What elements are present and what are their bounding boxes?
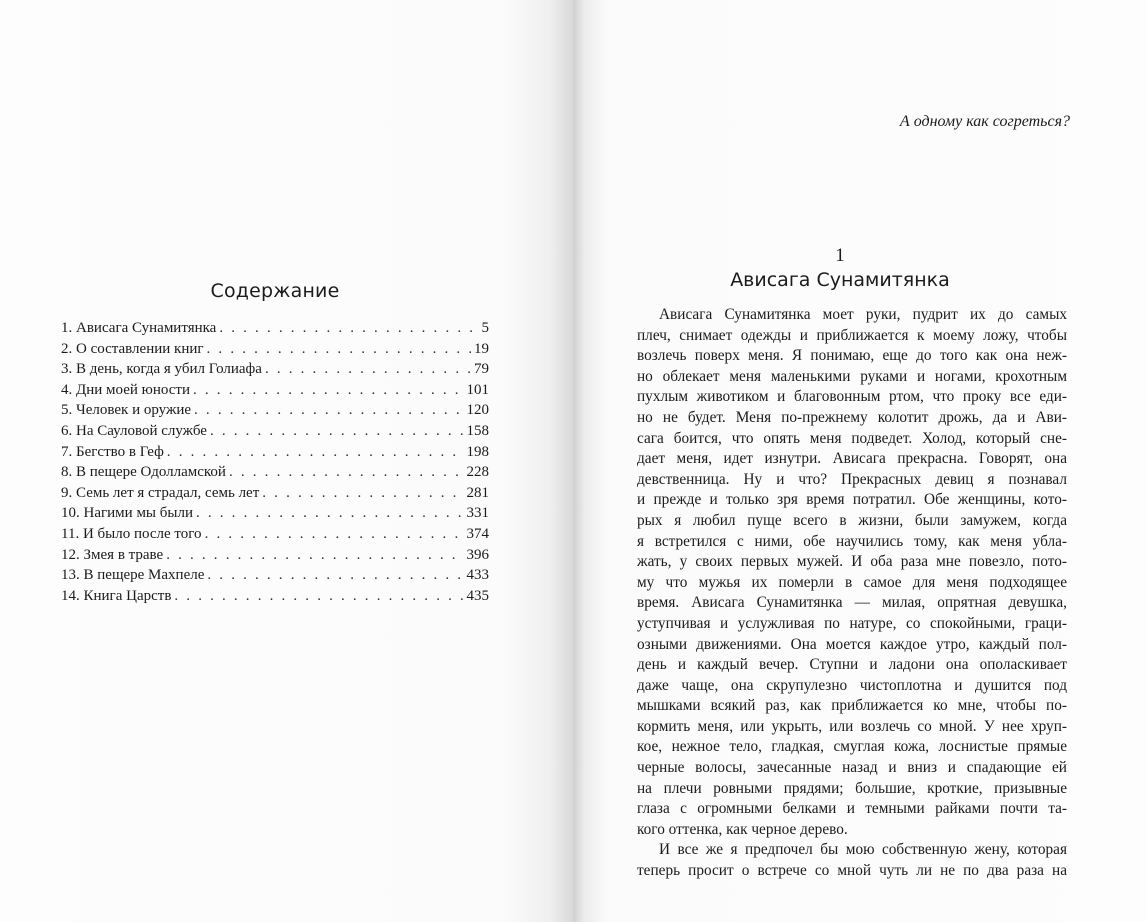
toc-entry (61, 483, 489, 504)
text-line: кормить меня, или укрыть, или возлечь со мной. У нее хруп- (637, 717, 1067, 735)
text-line: пухлым животиком и благовонным ртом, что проку все еди- (637, 388, 1067, 406)
toc-dot-leader (265, 359, 471, 380)
table-of-contents (61, 318, 489, 606)
toc-entry (61, 442, 489, 463)
text-line: возлечь поверх меня. Я понимаю, еще до того как она неж- (637, 347, 1067, 365)
text-line: жать, у своих первых мужей. И оба раза мне повезло, пото- (637, 553, 1067, 571)
text-line: уступчивая и услужливая по натуре, со спокойными, граци- (637, 614, 1067, 632)
toc-dot-leader (194, 400, 463, 421)
paragraph-2 (637, 840, 1067, 881)
text-line: рых я любил пуще всего в жизни, были замужем, когда (637, 511, 1067, 529)
text-line: мышками всякий раз, как приближается ко мне, чтобы по- (637, 697, 1067, 715)
toc-entry-title: 3. В день, когда я убил Голиафа (61, 361, 262, 378)
toc-entry-title: 10. Нагими мы были (61, 505, 193, 522)
toc-entry-page: 101 (466, 381, 489, 398)
toc-entry (61, 380, 489, 401)
text-line: кое, нежное тело, гладкая, смуглая кожа, лоснистые прямые (637, 738, 1067, 756)
toc-dot-leader (205, 524, 464, 545)
toc-dot-leader (207, 565, 463, 586)
text-line: И все же я предпочел бы мою собственную жену, которая (659, 841, 1067, 859)
chapter-title: Ависага Сунамитянка (730, 269, 950, 291)
text-line: девственница. Ну и что? Прекрасных девиц я познавал (637, 470, 1067, 488)
text-line: озными движениями. Она моется каждое утро, каждый пол- (637, 635, 1067, 653)
toc-entry (61, 400, 489, 421)
toc-entry-page: 158 (466, 422, 489, 439)
text-line: глаза с огромными белками и темными райками почти та- (637, 800, 1067, 818)
toc-heading: Содержание (210, 280, 340, 302)
toc-entry-title: 7. Бегство в Геф (61, 443, 164, 460)
toc-dot-leader (229, 462, 464, 483)
text-line: и прежде и только зря время потратил. Обе женщины, кото- (637, 491, 1067, 509)
text-line: на плечи ровными прядями; большие, кроткие, призывные (637, 779, 1067, 797)
epigraph: А одному как согреться? (899, 113, 1070, 130)
toc-entry-page: 374 (466, 525, 489, 542)
toc-entry-page: 281 (466, 484, 489, 501)
text-line: дает меня, идет изнутри. Ависага прекрасна. Говорят, она (637, 450, 1067, 468)
toc-entry (61, 421, 489, 442)
toc-entry-page: 198 (466, 443, 489, 460)
toc-entry (61, 462, 489, 483)
text-line: Ависага Сунамитянка моет руки, пудрит их до самых (659, 306, 1067, 323)
toc-dot-leader (167, 442, 464, 463)
text-line: плеч, снимает одежды и приближается к моему ложу, чтобы (637, 326, 1067, 344)
text-line: день и каждый вечер. Ступни и ладони она ополаскивает (637, 656, 1067, 674)
toc-entry-title: 6. На Сауловой службе (61, 422, 207, 439)
toc-dot-leader (262, 483, 463, 504)
toc-entry (61, 359, 489, 380)
text-line: му что мужья их померли в самое для меня подходящее (637, 573, 1067, 591)
toc-dot-leader (193, 380, 464, 401)
toc-entry-page: 396 (466, 546, 489, 563)
toc-entry-title: 4. Дни моей юности (61, 381, 190, 398)
paragraph-1 (637, 305, 1067, 840)
toc-entry-page: 228 (466, 464, 489, 481)
toc-entry-title: 9. Семь лет я страдал, семь лет (61, 484, 260, 501)
text-line: но облекает меня маленькими руками и ногами, крохотным (637, 367, 1067, 385)
toc-entry-title: 14. Книга Царств (61, 587, 172, 604)
toc-entry-page: 435 (466, 587, 489, 604)
toc-entry-page: 331 (466, 505, 489, 522)
text-line: кого оттенка, как черное дерево. (637, 820, 848, 838)
left-page (0, 0, 573, 922)
toc-entry-title: 5. Человек и оружие (61, 402, 192, 419)
text-line: сага боится, что опять меня подведет. Холод, который сне- (637, 429, 1067, 447)
toc-entry (61, 565, 489, 586)
toc-entry (61, 339, 489, 360)
toc-entry-title: 2. О составлении книг (61, 340, 204, 357)
chapter-number: 1 (835, 245, 845, 266)
toc-entry-title: 8. В пещере Одолламской (61, 464, 226, 481)
toc-entry (61, 545, 489, 566)
toc-entry (61, 318, 489, 339)
text-line: даже чаще, она скрупулезно чистоплотна и душится под (637, 676, 1067, 694)
text-line: но не будет. Меня по-прежнему колотит дрожь, да и Ави- (637, 408, 1067, 426)
toc-entry-page: 5 (481, 320, 489, 336)
text-line: черные волосы, зачесанные назад и вниз и спадающие ей (637, 759, 1067, 777)
toc-entry (61, 524, 489, 545)
toc-entry-page: 120 (466, 402, 489, 419)
toc-entry-page: 79 (474, 361, 489, 378)
text-line: время. Ависага Сунамитянка — милая, опрятная девушка, (637, 594, 1067, 612)
toc-entry (61, 586, 489, 607)
toc-dot-leader (219, 318, 478, 339)
toc-entry-title: 13. В пещере Махпеле (61, 567, 205, 584)
toc-entry-page: 19 (474, 340, 489, 357)
text-line: я встретился с ними, обе научились тому, как меня убла- (637, 532, 1067, 550)
toc-dot-leader (174, 586, 463, 607)
toc-dot-leader (166, 545, 463, 566)
toc-entry (61, 503, 489, 524)
text-line: теперь просит о встрече со мной чуть ли не по два раза на (637, 862, 1067, 880)
toc-dot-leader (196, 503, 464, 524)
toc-dot-leader (207, 339, 471, 360)
toc-entry-title: 12. Змея в траве (61, 546, 164, 563)
toc-entry-title: 1. Ависага Сунамитянка (61, 320, 217, 336)
chapter-body (637, 305, 1067, 882)
toc-entry-page: 433 (466, 567, 489, 584)
toc-dot-leader (210, 421, 464, 442)
toc-entry-title: 11. И было после того (61, 525, 202, 542)
